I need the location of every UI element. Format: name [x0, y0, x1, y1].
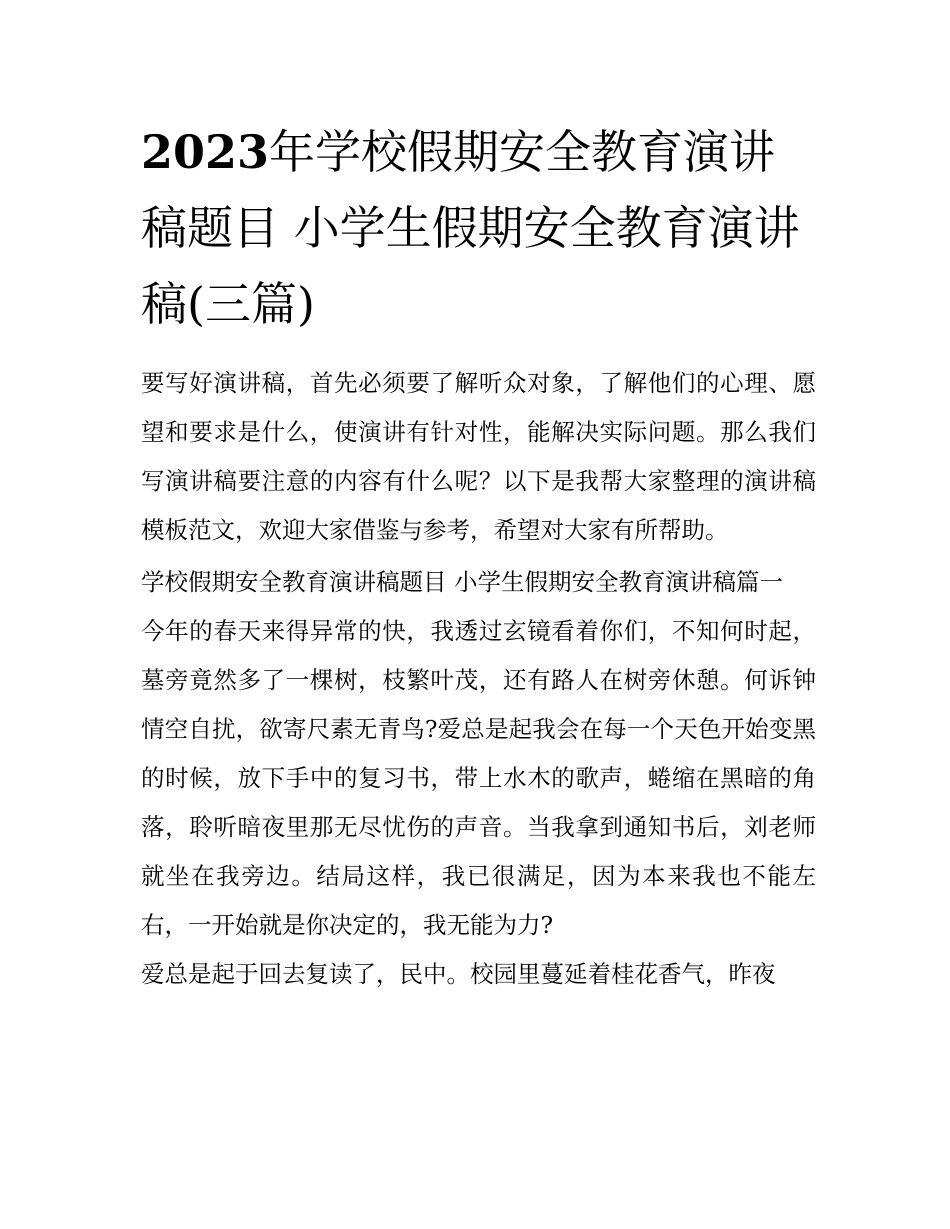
document-title: [141, 114, 816, 342]
body-paragraph-2: 爱总是起于回去复读了，民中。校园里蔓延着桂花香气，昨夜: [141, 960, 776, 988]
section-heading: 学校假期安全教育演讲稿题目 小学生假期安全教育演讲稿篇一: [141, 568, 783, 596]
title-year: 2023: [141, 125, 270, 179]
document-body: [141, 359, 816, 999]
document-page: [141, 114, 816, 999]
body-paragraph-1: 今年的春天来得异常的快，我透过玄镜看着你们，不知何时起，墓旁竟然多了一棵树，枝繁叶茂，还有路人在树旁休憩。何诉钟情空自扰，欲寄尺素无青鸟?爱总是起我会在每一个天色开始变黑的时候，放下手中的复习书，带上水木的歌声，蜷缩在黑暗的角落，聆听暗夜里那无尽忧伤的声音。当我拿到通知书后，刘老师就坐在我旁边。结局这样，我已很满足，因为本来我也不能左右，一开始就是你决定的，我无能为力?: [141, 617, 816, 939]
title-text: 年学校假期安全教育演讲稿题目 小学生假期安全教育演讲稿(三篇): [141, 125, 800, 331]
intro-paragraph: 要写好演讲稿，首先必须要了解听众对象，了解他们的心理、愿望和要求是什么，使演讲有针对性，能解决实际问题。那么我们写演讲稿要注意的内容有什么呢？以下是我帮大家整理的演讲稿模板范文，欢迎大家借鉴与参考，希望对大家有所帮助。: [141, 369, 816, 544]
